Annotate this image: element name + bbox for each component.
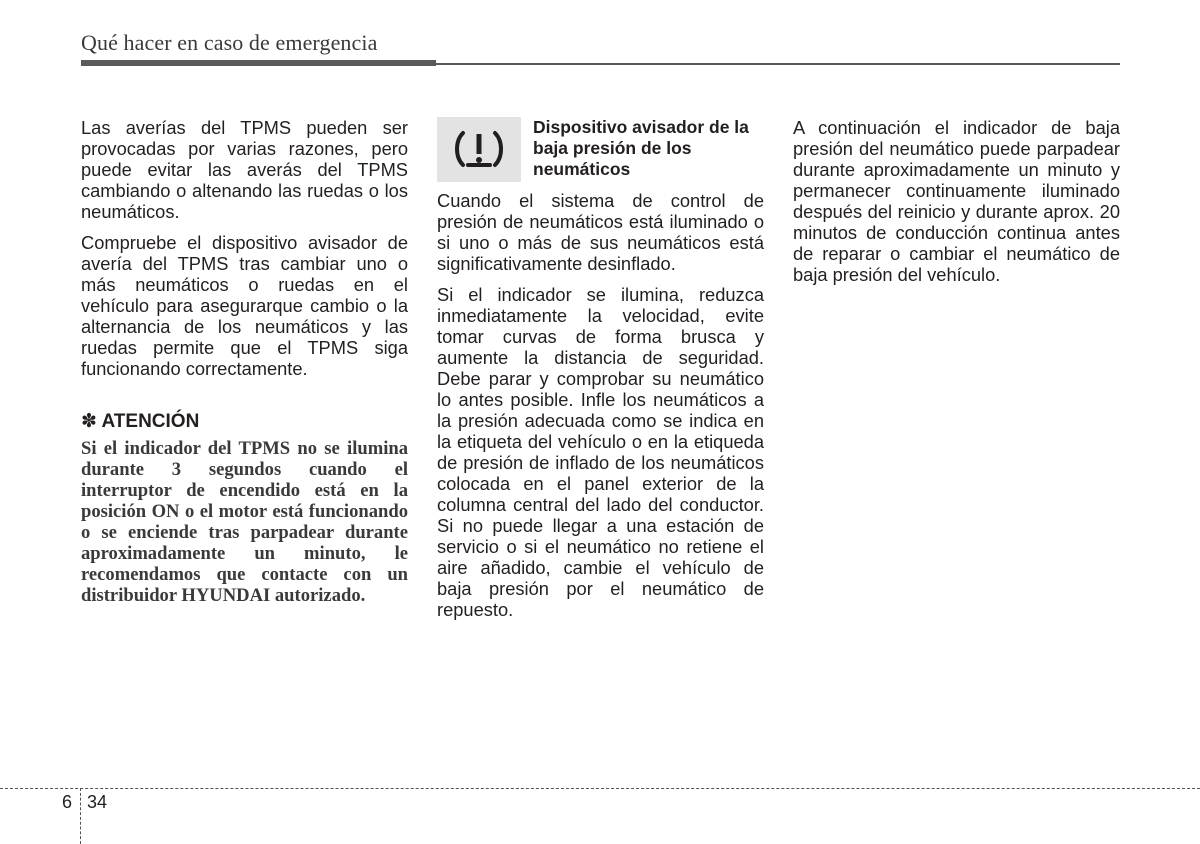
page-header-title: Qué hacer en caso de emergencia [81,30,378,55]
column-middle [437,117,764,630]
atencion-body: Si el indicador del TPMS no se ilumina durante 3 segundos cuando el interruptor de encendido está en la posición ON o el motor está funcionando o se enciende tras parpadear durante aproximadamente un minuto, le recomendamos que contacte con un distribuidor HYUNDAI autorizado. [81,438,408,606]
atencion-heading: ✽ ATENCIÓN [81,411,200,432]
paragraph: Cuando el sistema de control de presión de neumáticos está iluminado o si uno o más de sus neumáticos está significativamente desinflado. [437,190,764,274]
tpms-warning-icon [449,125,509,175]
warning-title: Dispositivo avisador de la baja presión de los neumáticos [533,117,749,179]
header-rule-thick [81,60,436,66]
footer-rule [0,788,1200,789]
paragraph: A continuación el indicador de baja presión del neumático puede parpadear durante aproximadamente un minuto y permanecer continuamente iluminado después del reinicio y durante aprox. 20 minutos de conducción continua antes de reparar o cambiar el neumático de baja presión del vehículo. [793,117,1120,285]
column-left [81,117,408,606]
paragraph: Compruebe el dispositivo avisador de avería del TPMS tras cambiar uno o más neumáticos o ruedas en el vehículo para asegurarque cambio o la alternancia de los neumáticos y las ruedas permite que el TPMS siga funcionando correctamente. [81,232,408,379]
page-section-number: 6 [62,792,73,812]
column-right [793,117,1120,295]
footer-divider [80,788,81,844]
icon-box [437,117,521,182]
page-number: 34 [87,792,108,812]
warning-callout [437,117,764,182]
paragraph: Las averías del TPMS pueden ser provocadas por varias razones, pero puede evitar las averás del TPMS cambiando o altenando las ruedas o los neumáticos. [81,117,408,222]
header-rule-thin [436,63,1120,65]
paragraph: Si el indicador se ilumina, reduzca inmediatamente la velocidad, evite tomar curvas de forma brusca y aumente la distancia de seguridad. Debe parar y comprobar su neumático lo antes posible. Infle los neumáticos a la presión adecuada como se indica en la etiqueta del vehículo o en la etiqueda de presión de inflado de los neumáticos colocada en el panel exterior de la columna central del lado del conductor. Si no puede llegar a una estación de servicio o si el neumático no retiene el aire añadido, cambie el vehículo de baja presión por el neumático de repuesto. [437,284,764,620]
